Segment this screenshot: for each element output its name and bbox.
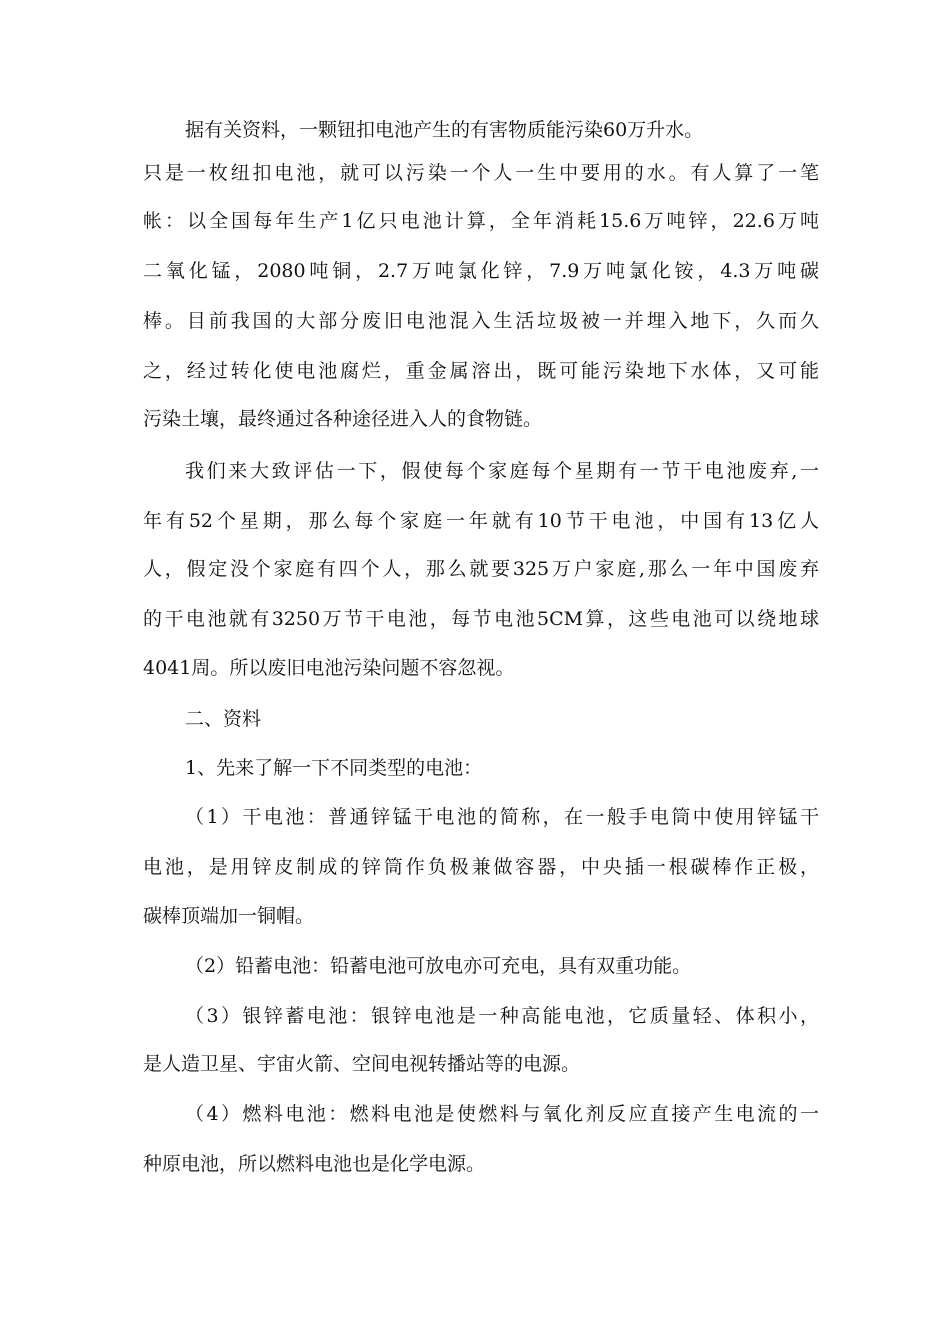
paragraph-line: 的干电池就有3250万节干电池，每节电池5CM算，这些电池可以绕地球 bbox=[143, 608, 819, 630]
section-heading: 二、资料 bbox=[185, 708, 262, 730]
paragraph-line: 只是一枚纽扣电池，就可以污染一个人一生中要用的水。有人算了一笔 bbox=[143, 162, 819, 184]
paragraph-line: （2）铅蓄电池：铅蓄电池可放电亦可充电，具有双重功能。 bbox=[185, 955, 692, 977]
subsection-heading: 1、先来了解一下不同类型的电池： bbox=[185, 757, 483, 779]
paragraph-line: 碳棒顶端加一铜帽。 bbox=[143, 905, 315, 927]
paragraph-line: 我们来大致评估一下，假使每个家庭每个星期有一节干电池废弃,一 bbox=[185, 460, 819, 482]
paragraph-line: 4041周。所以废旧电池污染问题不容忽视。 bbox=[143, 657, 515, 679]
paragraph-line: 年有52个星期，那么每个家庭一年就有10节干电池，中国有13亿人 bbox=[143, 510, 819, 532]
paragraph-line: 帐：以全国每年生产1亿只电池计算，全年消耗15.6万吨锌，22.6万吨 bbox=[143, 210, 819, 232]
paragraph-line: 人，假定没个家庭有四个人，那么就要325万户家庭,那么一年中国废弃 bbox=[143, 558, 819, 580]
paragraph-line: 种原电池，所以燃料电池也是化学电源。 bbox=[143, 1153, 486, 1175]
paragraph-line: （3）银锌蓄电池：银锌电池是一种高能电池，它质量轻、体积小， bbox=[185, 1005, 819, 1027]
paragraph-line: （4）燃料电池：燃料电池是使燃料与氧化剂反应直接产生电流的一 bbox=[185, 1103, 819, 1125]
paragraph-line: （1）干电池：普通锌锰干电池的简称，在一般手电筒中使用锌锰干 bbox=[185, 806, 819, 828]
paragraph-line: 二氧化锰，2080吨铜，2.7万吨氯化锌，7.9万吨氯化铵，4.3万吨碳 bbox=[143, 260, 819, 282]
paragraph-line: 是人造卫星、宇宙火箭、空间电视转播站等的电源。 bbox=[143, 1053, 581, 1075]
paragraph-line: 电池，是用锌皮制成的锌筒作负极兼做容器，中央插一根碳棒作正极， bbox=[143, 856, 819, 878]
paragraph-line: 棒。目前我国的大部分废旧电池混入生活垃圾被一并埋入地下，久而久 bbox=[143, 310, 819, 332]
paragraph-line: 据有关资料，一颗钮扣电池产生的有害物质能污染60万升水。 bbox=[185, 119, 704, 141]
paragraph-line: 污染土壤，最终通过各种途径进入人的食物链。 bbox=[143, 408, 543, 430]
paragraph-line: 之，经过转化使电池腐烂，重金属溶出，既可能污染地下水体，又可能 bbox=[143, 360, 819, 382]
